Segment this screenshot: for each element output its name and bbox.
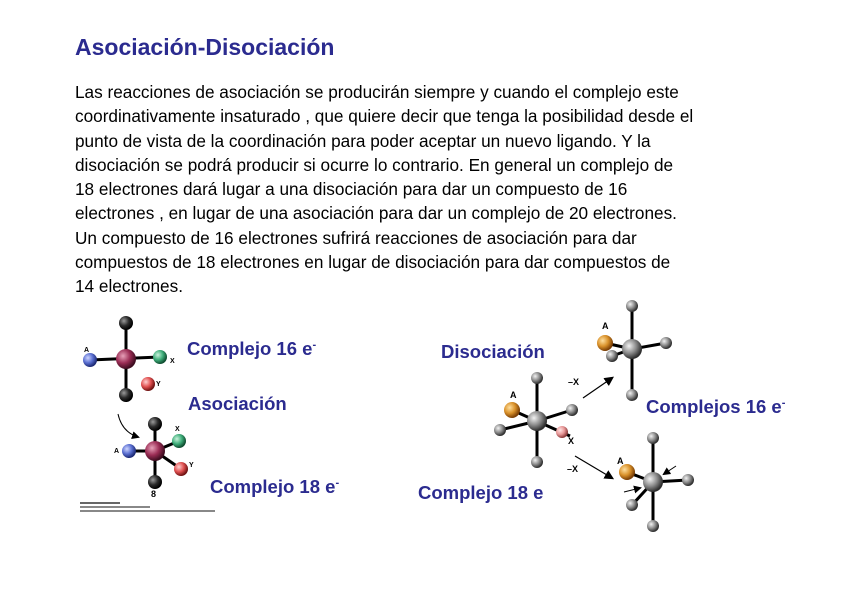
ligand-atom bbox=[626, 389, 638, 401]
source-reference-decoration bbox=[80, 502, 215, 512]
metal-center-atom bbox=[116, 349, 136, 369]
label-complex-18e-right: Complejo 18 e bbox=[418, 482, 544, 503]
label-complex-16e: Complejo 16 e- bbox=[187, 338, 317, 359]
complex-16e-upper-molecule bbox=[597, 300, 672, 401]
ligand-a-atom bbox=[597, 335, 613, 351]
ligand-atom bbox=[566, 404, 578, 416]
atom-label: Y bbox=[189, 462, 194, 469]
ligand-atom bbox=[647, 432, 659, 444]
metal-center-atom bbox=[145, 441, 165, 461]
ligand-y-atom bbox=[174, 462, 188, 476]
ligand-atom bbox=[682, 474, 694, 486]
ligand-atom bbox=[606, 350, 618, 362]
dissociation-arrow-lower bbox=[575, 456, 612, 478]
dissociation-arrow-upper bbox=[583, 378, 612, 398]
complex-16e-lower-molecule bbox=[619, 432, 694, 532]
atom-label: A bbox=[510, 390, 517, 400]
paragraph-line: disociación se podrá producir si ocurre lo contrario. En general un complejo de bbox=[75, 154, 674, 175]
paragraph-line: 18 electrones dará lugar a una disociación para dar un compuesto de 16 bbox=[75, 179, 628, 200]
atom-label: X bbox=[568, 436, 575, 446]
paragraph-line: electrones , en lugar de una asociación para dar un complejo de 20 electrones. bbox=[75, 203, 677, 224]
ligand-atom bbox=[626, 499, 638, 511]
ligand-atom bbox=[119, 316, 133, 330]
ligand-atom bbox=[531, 372, 543, 384]
ligand-atom bbox=[531, 456, 543, 468]
complex-16e-molecule bbox=[83, 316, 167, 402]
atom-label: X bbox=[170, 358, 175, 365]
label-association: Asociación bbox=[188, 393, 287, 414]
ligand-x-atom bbox=[153, 350, 167, 364]
ligand-atom bbox=[119, 388, 133, 402]
metal-center-atom bbox=[643, 472, 663, 492]
page-title: Asociación-Disociación bbox=[75, 34, 335, 60]
figure-number: 8 bbox=[151, 489, 157, 499]
atom-label: Y bbox=[156, 381, 161, 388]
arrow-label: –X bbox=[567, 464, 579, 474]
ligand-a-atom bbox=[83, 353, 97, 367]
ligand-y-atom bbox=[141, 377, 155, 391]
label-complexes-16e: Complejos 16 e- bbox=[646, 396, 786, 417]
atom-label: A bbox=[617, 456, 624, 466]
ligand-x-atom bbox=[556, 426, 568, 438]
complex-18e-right-molecule bbox=[494, 372, 578, 468]
paragraph-line: 14 electrones. bbox=[75, 276, 183, 297]
label-complex-18e: Complejo 18 e- bbox=[210, 476, 340, 497]
atom-label: X bbox=[175, 426, 180, 433]
atom-label: A bbox=[602, 321, 609, 331]
label-dissociation: Disociación bbox=[441, 341, 545, 362]
ligand-atom bbox=[148, 475, 162, 489]
ligand-x-atom bbox=[172, 434, 186, 448]
atom-label: A bbox=[84, 347, 90, 354]
paragraph-line: coordinativamente insaturado , que quiere decir que tenga la posibilidad desde el bbox=[75, 106, 694, 127]
ligand-atom bbox=[647, 520, 659, 532]
metal-center-atom bbox=[527, 411, 547, 431]
atom-label: A bbox=[114, 448, 120, 455]
paragraph-line: compuestos de 18 electrones en lugar de disociación para dar compuestos de bbox=[75, 252, 671, 273]
paragraph-line: Las reacciones de asociación se producirán siempre y cuando el complejo este bbox=[75, 82, 679, 102]
paragraph-line: punto de vista de la coordinación para poder aceptar un nuevo ligando. Y la bbox=[75, 130, 651, 151]
association-arrow bbox=[118, 414, 138, 437]
ligand-atom bbox=[494, 424, 506, 436]
ligand-atom bbox=[626, 300, 638, 312]
paragraph-line: Un compuesto de 16 electrones sufrirá reacciones de asociación para dar bbox=[75, 227, 637, 248]
ligand-atom bbox=[660, 337, 672, 349]
ligand-atom bbox=[148, 417, 162, 431]
ligand-a-atom bbox=[122, 444, 136, 458]
arrow-label: –X bbox=[568, 377, 580, 387]
metal-center-atom bbox=[622, 339, 642, 359]
ligand-a-atom bbox=[504, 402, 520, 418]
ligand-a-atom bbox=[619, 464, 635, 480]
